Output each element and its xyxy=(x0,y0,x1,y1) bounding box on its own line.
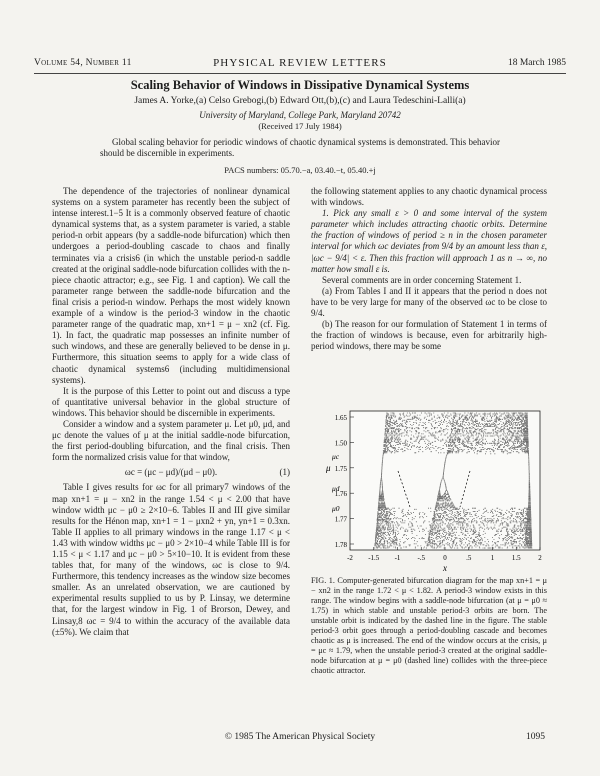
figure-caption: FIG. 1. Computer-generated bifurcation diagram for the map xn+1 = μ − xn2 in the range 1.72 < μ < 1.82. A period-3 window exists in this range. The window begins with a saddle-node bifurcation (at μ = μ0 ≈ 1.75) in which stable and unstable period-3 orbits are born. The unstable orbit is indicated by the dashed line in the figure. The stable period-3 orbit goes through a period-doubling cascade and becomes chaotic as μ is increased. The end of the window occurs at the crisis, μ = μc ≈ 1.79, when the unstable period-3 created at the original saddle-node bifurcation at μ = μ0 (dashed line) collides with the three-piece chaotic attractor. xyxy=(311,576,547,675)
paragraph: It is the purpose of this Letter to point out and discuss a type of quantitative universal behavior in the global structure of windows. This behavior should be discernible in experiments. xyxy=(52,385,290,418)
y-tick-label: 1.76 xyxy=(334,490,347,499)
equation xyxy=(52,467,290,478)
comment-a: (a) From Tables I and II it appears that the period n does not have to be very large for many of the observed ωc to be close to 9/4. xyxy=(311,285,547,319)
pacs-numbers: PACS numbers: 05.70.−a, 03.40.−t, 05.40.+j xyxy=(224,165,376,175)
comment-b: (b) The reason for our formulation of Statement 1 in terms of the fraction of windows is because, even for arbitrarily high-period windows, there may be some xyxy=(311,319,547,352)
equation-number: (1) xyxy=(279,467,290,478)
journal-name: PHYSICAL REVIEW LETTERS xyxy=(213,57,387,69)
bifurcation-figure xyxy=(320,408,546,574)
author-list: James A. Yorke,(a) Celso Grebogi,(b) Edward Ott,(b),(c) and Laura Tedeschini-Lalli(a) xyxy=(134,96,466,106)
abstract: Global scaling behavior for periodic windows of chaotic dynamical systems is demonstrated. This behavior should be discernible in experiments. xyxy=(100,137,500,158)
affiliation: University of Maryland, College Park, Maryland 20742 xyxy=(199,110,401,120)
article-title: Scaling Behavior of Windows in Dissipative Dynamical Systems xyxy=(130,78,470,92)
x-tick-label: 0 xyxy=(443,554,447,562)
volume-number: Volume 54, Number 11 xyxy=(34,58,132,68)
y-tick-label: 1.50 xyxy=(334,439,347,448)
x-axis-label: x xyxy=(443,563,447,573)
paragraph: Consider a window and a system parameter μ. Let μ0, μd, and μc denote the values of μ at the initial saddle-node bifurcation, the first period-doubling bifurcation, and the final crisis. Then form the normalized crisis value for that window, xyxy=(52,418,290,463)
y-axis-label: μ xyxy=(326,463,331,473)
x-tick-label: -2 xyxy=(347,554,353,562)
running-header xyxy=(34,57,566,71)
page-number: 1095 xyxy=(526,732,545,742)
x-tick-label: .5 xyxy=(466,554,472,562)
header-rule xyxy=(34,73,566,74)
mu-marker-label: μd xyxy=(332,484,340,493)
mu-marker-label: μ0 xyxy=(332,504,340,513)
y-tick-label: 1.77 xyxy=(334,515,347,524)
left-column xyxy=(52,186,290,638)
paragraph: The dependence of the trajectories of nonlinear dynamical systems on a system parameter has recently been the subject of intense interest.1−5 It is a commonly observed feature of chaotic dynamical systems that, as a system parameter is varied, a stable period-n orbit appears (by a saddle-node bifurcation) which then undergoes a period-doubling cascade to chaos and finally terminates via a crisis6 (in which the unstable period-n saddle created at the original saddle-node bifurcation collides with the n-piece chaotic attractor; e.g., see Fig. 1 and caption). We call the parameter range between the saddle-node bifurcation and the final crisis a period-n window. Perhaps the most widely known example of a window is the period-3 window in the chaotic parameter range of the quadratic map, xn+1 = μ − xn2 (cf. Fig. 1). In fact, the quadratic map possesses an infinite number of such windows, and these are generally believed to be dense in μ. Furthermore, this situation seems to apply for a wide class of chaotic dynamical systems6 (including multidimensional systems). xyxy=(52,186,290,385)
paragraph: the following statement applies to any chaotic dynamical process with windows. xyxy=(311,186,547,208)
x-tick-label: -1 xyxy=(394,554,401,562)
paragraph: Table I gives results for ωc for all primary7 windows of the map xn+1 = μ − xn2 in the range 1.54 < μ < 2.00 that have window width μc − μ0 ≥ 2×10−6. Tables II and III give similar results for the Hénon map, xn+1 = 1 − μxn2 + yn, yn+1 = 0.3xn. Table II applies to all primary windows in the range 1.17 < μ < 1.43 with window widths μc − μ0 > 2×10−4 while Table III is for 1.15 < μ < 1.17 and μc − μ0 > 5×10−10. It is evident from these tables that, for many of the windows, ωc is close to 9/4. Furthermore, this tendency increases as the window size becomes smaller. As an unrelated observation, we are cautioned by experimental results supplied to us by P. Linsay, we determine that, for the largest window in Fig. 1 of Brorson, Dewey, and Linsay,8 ωc = 9/4 to within the accuracy of the available data (±5%). We claim that xyxy=(52,482,290,637)
x-tick-label: 2 xyxy=(538,554,542,562)
right-column xyxy=(311,186,547,352)
mu-marker-label: μc xyxy=(332,452,340,461)
issue-date: 18 March 1985 xyxy=(507,58,566,68)
y-tick-label: 1.78 xyxy=(334,541,347,549)
statement-1: 1. Pick any small ε > 0 and some interval of the system parameter which includes attracting chaotic orbits. Determine the fraction of windows of period ≥ n in the chosen parameter interval for which ωc deviates from 9/4 by an amount less than ε, |ωc − 9/4| < ε. Then this fraction will approach 1 as n → ∞, no matter how small ε is. xyxy=(311,208,547,274)
received-date: (Received 17 July 1984) xyxy=(258,121,342,131)
bifurcation-diagram xyxy=(320,408,546,574)
y-tick-label: 1.65 xyxy=(334,414,347,422)
copyright-line: © 1985 The American Physical Society xyxy=(224,732,376,742)
x-tick-label: 1.5 xyxy=(511,554,521,562)
paragraph: Several comments are in order concerning Statement 1. xyxy=(322,274,522,285)
x-tick-label: 1 xyxy=(490,554,495,562)
equation-body: ωc = (μc − μd)/(μd − μ0). xyxy=(124,467,218,478)
y-tick-label: 1.75 xyxy=(334,464,347,473)
x-tick-label: -.5 xyxy=(417,554,426,562)
x-tick-label: -1.5 xyxy=(368,554,380,562)
